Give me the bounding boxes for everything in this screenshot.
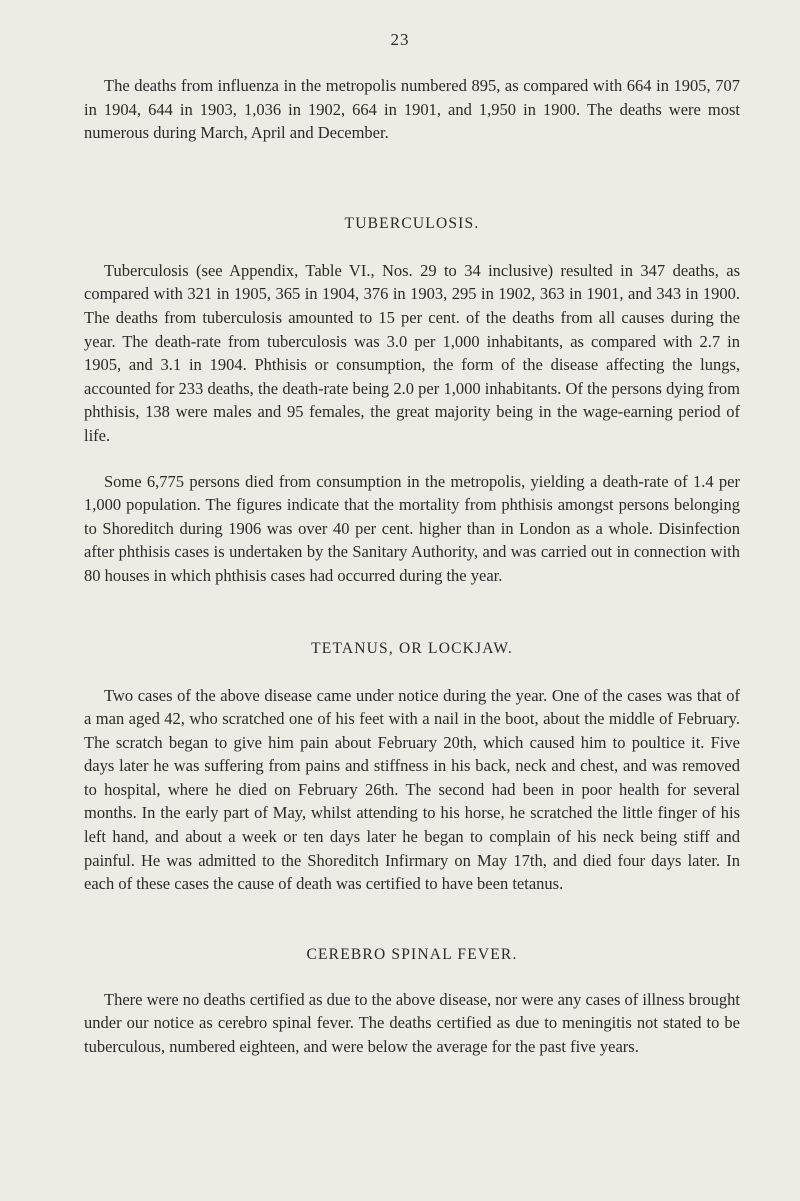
page-number: 23 [390,30,410,49]
cerebro-spinal-fever-heading: CEREBRO SPINAL FEVER. [306,945,518,963]
tuberculosis-paragraph-1: Tuberculosis (see Appendix, Table VI., Nos. 29 to 34 inclusive) resulted in 347 deaths, as compared with 321 in 1905, 365 in 1904, 376 in 1903, 295 in 1902, 363 in 1901, and 343 in 1900. The deaths from tuberculosis amounted to 15 per cent. of the deaths from all causes during the year. The death-rate from tuberculosis was 3.0 per 1,000 inhabitants, as compared with 2.7 in 1905, and 3.1 in 1904. Phthisis or consumption, the form of the disease affecting the lungs, accounted for 233 deaths, the death-rate being 2.0 per 1,000 inhabitants. Of the persons dying from phthisis, 138 were males and 95 females, the great majority being in the wage-earning period of life. [84,260,740,445]
cerebro-spinal-fever-paragraph: There were no deaths certified as due to the above disease, nor were any cases of illness brought under our notice as cerebro spinal fever. The deaths certified as due to meningitis not stated to be tuberculous, numbered eighteen, and were below the average for the past five years. [84,989,740,1057]
tuberculosis-paragraph-2: Some 6,775 persons died from consumption in the metropolis, yielding a death-rate of 1.4 per 1,000 population. The figures indicate that the mortality from phthisis amongst persons belonging to Shoreditch during 1906 was over 40 per cent. higher than in London as a whole. Disinfection after phthisis cases is undertaken by the Sanitary Authority, and was carried out in connection with 80 houses in which phthisis cases had occurred during the year. [84,471,740,585]
tuberculosis-heading: TUBERCULOSIS. [344,214,480,232]
tetanus-heading: TETANUS, OR LOCKJAW. [311,639,513,657]
influenza-paragraph: The deaths from influenza in the metropolis numbered 895, as compared with 664 in 1905, 707 in 1904, 644 in 1903, 1,036 in 1902, 664 in 1901, and 1,950 in 1900. The deaths were most numerous during March, April and December. [84,76,740,143]
page-body [84,74,740,1059]
tetanus-paragraph: Two cases of the above disease came under notice during the year. One of the cases was that of a man aged 42, who scratched one of his feet with a nail in the boot, about the middle of February. The scratch began to give him pain about February 20th, which caused him to poultice it. Five days later he was suffering from pains and stiffness in his back, neck and chest, and was removed to hospital, where he died on February 26th. The second had been in poor health for several months. In the early part of May, whilst attending to his horse, he scratched the little finger of his left hand, and about a week or ten days later he began to complain of his neck being stiff and painful. He was admitted to the Shoreditch Infirmary on May 17th, and died four days later. In each of these cases the cause of death was certified to have been tetanus. [84,685,740,894]
